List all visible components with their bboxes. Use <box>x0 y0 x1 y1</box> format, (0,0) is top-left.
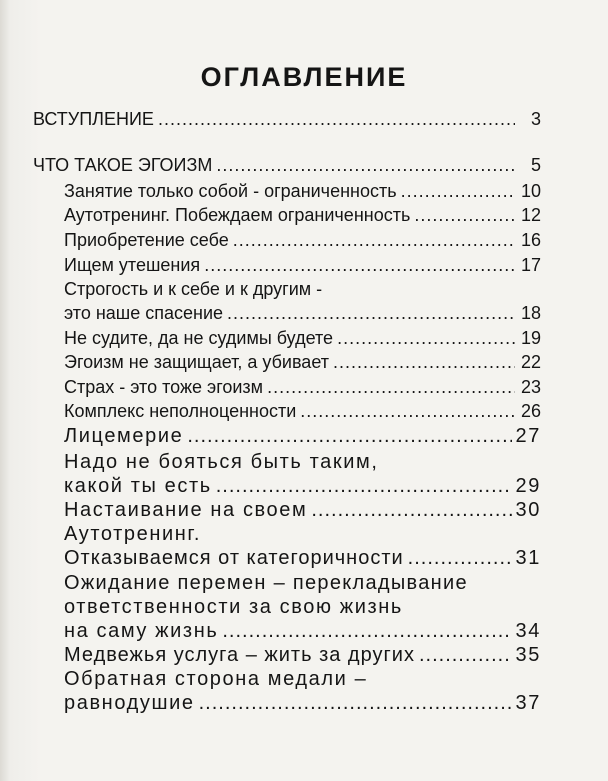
dot-leader <box>401 181 515 202</box>
toc-entry-title: какой ты есть <box>64 475 212 497</box>
toc-entry-introduction <box>33 109 541 130</box>
toc-entry-title: равнодушие <box>64 692 195 714</box>
toc-entry <box>64 205 541 226</box>
toc-entry <box>64 620 541 643</box>
toc-entry <box>64 425 541 448</box>
toc-page-number: 22 <box>520 352 541 372</box>
toc-entry-title: Приобретение себе <box>64 230 229 250</box>
toc-entry <box>64 303 541 324</box>
toc-entry <box>64 377 541 398</box>
toc-entry-title: Аутотренинг. Побеждаем ограниченность <box>64 205 411 225</box>
toc-page-number: 16 <box>520 230 541 250</box>
toc-entry-title: Страх - это тоже эгоизм <box>64 377 264 397</box>
dot-leader <box>187 425 511 448</box>
dot-leader <box>158 109 515 130</box>
dot-leader <box>300 401 515 422</box>
toc-entry-title: ЧТО ТАКОЕ ЭГОИЗМ <box>33 155 213 175</box>
toc-page-number: 31 <box>515 547 541 569</box>
toc-entry <box>64 499 541 522</box>
toc-page-number: 12 <box>520 205 541 225</box>
toc-entry <box>64 547 541 570</box>
toc-entry-title: Ищем утешения <box>64 255 201 275</box>
toc-page-number: 27 <box>515 425 541 447</box>
toc-page-number: 34 <box>515 620 541 642</box>
toc-entry <box>64 475 541 498</box>
dot-leader <box>333 352 515 373</box>
toc-entry-first-line: Аутотренинг. <box>64 523 202 545</box>
dot-leader <box>216 475 512 498</box>
dot-leader <box>222 620 511 643</box>
toc-entry-what-is-egoism <box>33 155 541 176</box>
toc-entry <box>64 352 541 373</box>
dot-leader <box>233 230 515 251</box>
toc-entry-title: Не судите, да не судимы будете <box>64 328 334 348</box>
toc-page-number: 3 <box>530 109 541 129</box>
toc-entry-second-line: ответственности за свою жизнь <box>64 596 403 618</box>
toc-entry <box>64 644 541 667</box>
dot-leader <box>216 155 515 176</box>
dot-leader <box>337 328 515 349</box>
toc-entry-title: Медвежья услуга – жить за других <box>64 644 415 666</box>
toc-page-number: 35 <box>515 644 541 666</box>
toc-entry <box>64 692 541 715</box>
dot-leader <box>419 644 512 667</box>
dot-leader <box>311 499 511 522</box>
dot-leader <box>267 377 515 398</box>
toc-page-number: 18 <box>520 303 541 323</box>
toc-entry <box>64 230 541 251</box>
toc-entry-title: на саму жизнь <box>64 620 219 642</box>
toc-page-number: 37 <box>515 692 541 714</box>
toc-page-number: 30 <box>515 499 541 521</box>
toc-entry-title: Лицемерие <box>64 425 184 447</box>
toc-page-number: 23 <box>520 377 541 397</box>
toc-entry-first-line: Строгость и к себе и к другим - <box>64 279 323 299</box>
dot-leader <box>227 303 515 324</box>
toc-entry-title: Эгоизм не защищает, а убивает <box>64 352 329 372</box>
dot-leader <box>414 205 515 226</box>
toc-page-number: 5 <box>530 155 541 175</box>
toc-page-number: 26 <box>520 401 541 421</box>
toc-page-number: 19 <box>520 328 541 348</box>
page-title: ОГЛАВЛЕНИЕ <box>200 62 408 92</box>
toc-entry-title: Настаивание на своем <box>64 499 308 521</box>
toc-entry-title: Отказываемся от категоричности <box>64 547 404 569</box>
toc-entry-first-line: Надо не бояться быть таким, <box>64 451 379 473</box>
toc-entry <box>64 181 541 202</box>
toc-page-number: 29 <box>515 475 541 497</box>
toc-entry-first-line: Ожидание перемен – перекладывание <box>64 572 468 594</box>
dot-leader <box>204 255 515 276</box>
toc-entry <box>64 255 541 276</box>
dot-leader <box>199 692 512 715</box>
toc-page-number: 17 <box>520 255 541 275</box>
toc-entry-title: ВСТУПЛЕНИЕ <box>33 109 154 129</box>
toc-entry-title: Занятие только собой - ограниченность <box>64 181 397 201</box>
toc-entry-title: Комплекс неполноценности <box>64 401 297 421</box>
toc-entry-first-line: Обратная сторона медали – <box>64 668 368 690</box>
toc-entry-title: это наше спасение <box>64 303 224 323</box>
toc-page-number: 10 <box>520 181 541 201</box>
toc-entry <box>64 328 541 349</box>
toc-entry <box>64 401 541 422</box>
dot-leader <box>408 547 512 570</box>
